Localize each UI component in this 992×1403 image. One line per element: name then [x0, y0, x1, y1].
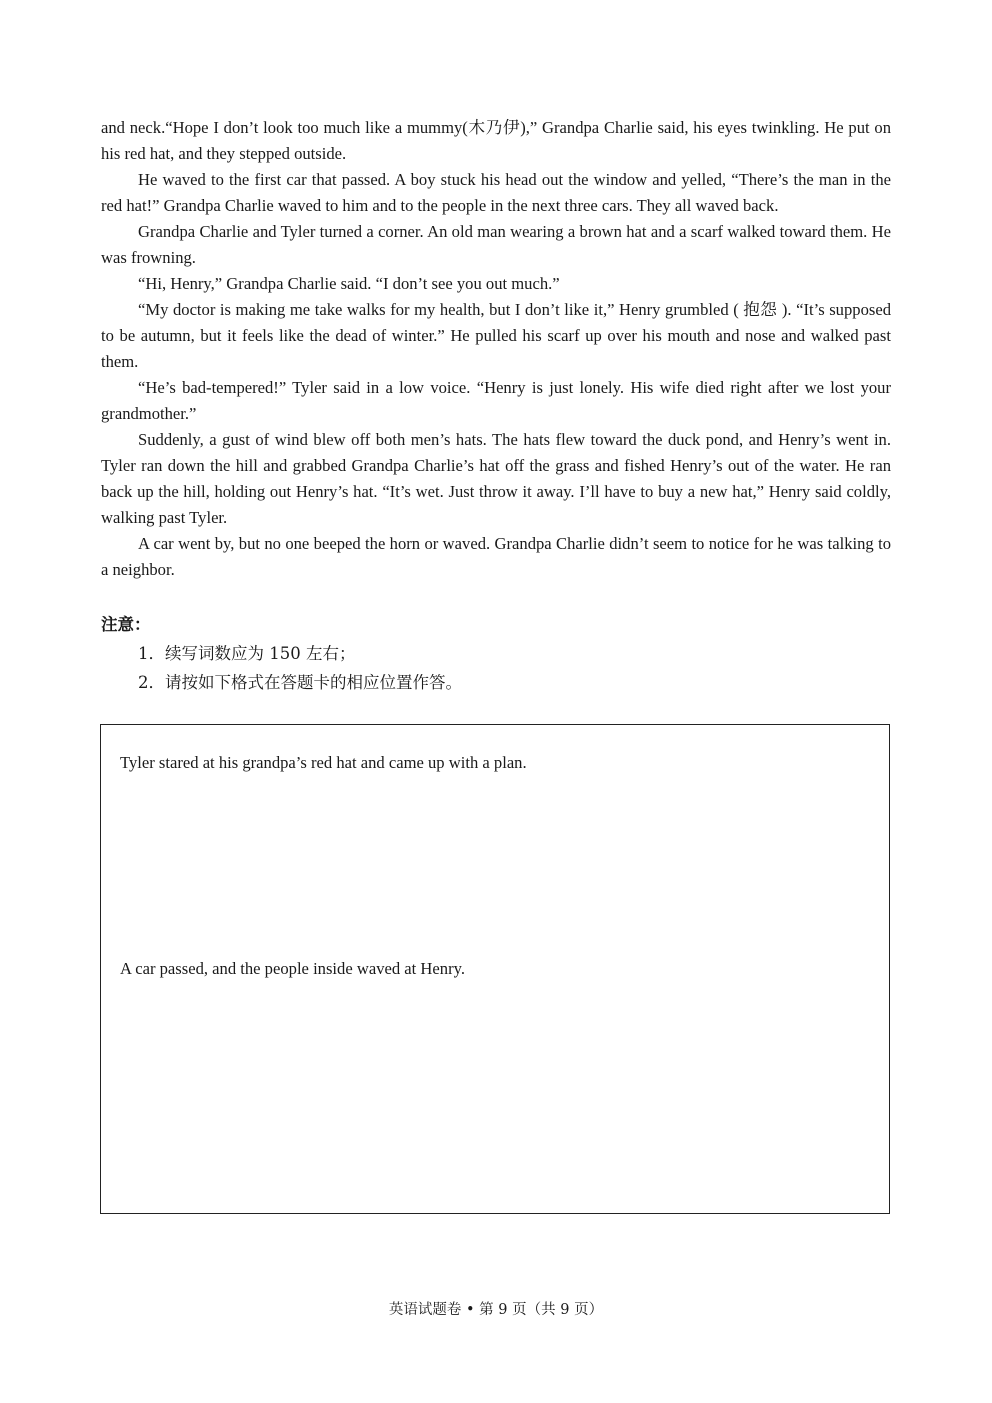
passage-paragraph: “My doctor is making me take walks for my health, but I don’t like it,” Henry grumbled ( 抱怨 ). “It’s supposed to be autumn, but it feels like the dead of winter.” He pulled his scarf up over his mouth and nose and walked past them.: [101, 300, 891, 371]
paragraph-prompt-2: A car passed, and the people inside waved at Henry.: [120, 959, 465, 978]
passage-paragraph: He waved to the first car that passed. A boy stuck his head out the window and yelled, “There’s the man in the red hat!” Grandpa Charlie waved to him and to the people in the next three cars. They all waved back.: [101, 170, 891, 215]
passage-paragraph: “He’s bad-tempered!” Tyler said in a low voice. “Henry is just lonely. His wife died right after we lost your grandmother.”: [101, 378, 891, 423]
reading-passage: [101, 115, 891, 583]
page-footer: 英语试题卷 • 第 9 页（共 9 页）: [388, 1302, 604, 1318]
notes-title: 注意：: [101, 615, 151, 634]
note-item: 1．续写词数应为 150 左右；: [138, 644, 356, 663]
passage-paragraph: A car went by, but no one beeped the horn or waved. Grandpa Charlie didn’t seem to notice for he was talking to a neighbor.: [101, 534, 891, 579]
passage-paragraph: and neck.“Hope I don’t look too much like a mummy(木乃伊),” Grandpa Charlie said, his eyes twinkling. He put on his red hat, and they stepped outside.: [101, 118, 891, 163]
passage-paragraph: Grandpa Charlie and Tyler turned a corner. An old man wearing a brown hat and a scarf walked toward them. He was frowning.: [101, 222, 891, 267]
passage-paragraph: Suddenly, a gust of wind blew off both men’s hats. The hats flew toward the duck pond, and Henry’s went in. Tyler ran down the hill and grabbed Grandpa Charlie’s hat off the grass and fished Henry’s out of the water. He ran back up the hill, holding out Henry’s hat. “It’s wet. Just throw it away. I’ll have to buy a new hat,” Henry said coldly, walking past Tyler.: [101, 430, 891, 527]
answer-box[interactable]: [100, 724, 890, 1214]
note-item: 2．请按如下格式在答题卡的相应位置作答。: [138, 673, 462, 692]
passage-paragraph: “Hi, Henry,” Grandpa Charlie said. “I don’t see you out much.”: [138, 274, 560, 293]
paragraph-prompt-1: Tyler stared at his grandpa’s red hat and came up with a plan.: [120, 753, 527, 772]
